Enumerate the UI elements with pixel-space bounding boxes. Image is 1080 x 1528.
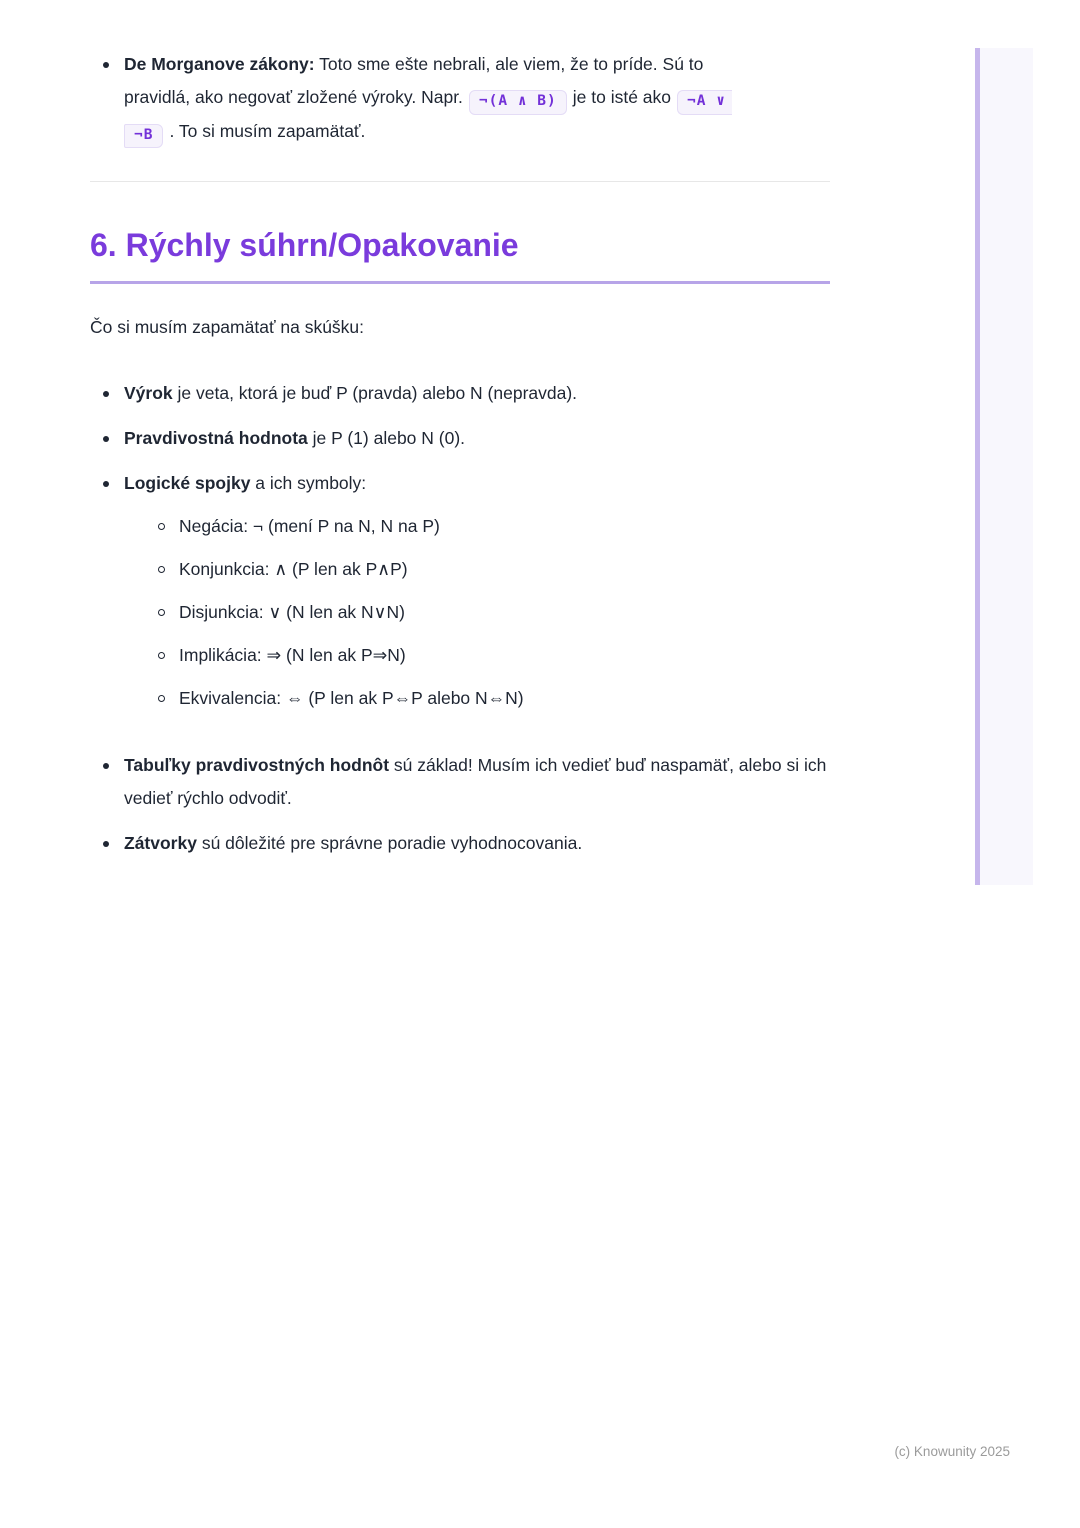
circle-bullet-icon (158, 652, 165, 659)
list-item-tabulky (90, 749, 830, 815)
section-heading: 6. Rýchly súhrn/Opakovanie (90, 226, 830, 284)
item-bold: Tabuľky pravdivostných hodnôt (124, 755, 390, 775)
circle-bullet-icon (158, 523, 165, 530)
list-item-vyrok (90, 377, 830, 410)
sub-item-implikacia (124, 639, 830, 671)
page-margin-strip (975, 48, 1033, 885)
item-text: sú základ! Musím ich vedieť buď naspamäť, alebo si ich vedieť rýchlo odvodiť. (124, 755, 827, 808)
sub-item-text: Ekvivalencia: ⇔ (P len ak P⇔P alebo N⇔N) (179, 688, 524, 708)
bullet-icon (103, 481, 109, 487)
summary-list (90, 377, 830, 860)
item-bold: Zátvorky (124, 833, 197, 853)
code-chip-lhs: ¬(A ∧ B) (469, 90, 567, 115)
bullet-icon (103, 841, 109, 847)
de-morgan-line-1 (124, 48, 830, 81)
code-chip-rhs-part2: ¬B (124, 124, 163, 149)
list-item-de-morgan (90, 48, 830, 148)
de-morgan-line-3 (124, 115, 830, 149)
list-item-pravdivostna-hodnota (90, 422, 830, 455)
circle-bullet-icon (158, 695, 165, 702)
de-morgan-text-2: pravidlá, ako negovať zložené výroky. Napr. (124, 87, 463, 107)
sub-item-text: Negácia: ¬ (mení P na N, N na P) (179, 516, 440, 536)
content-column (90, 0, 830, 872)
bullet-icon (103, 62, 109, 68)
sub-item-konjunkcia (124, 553, 830, 585)
sub-item-text: Implikácia: ⇒ (N len ak P⇒N) (179, 645, 406, 665)
section-divider (90, 181, 830, 182)
item-text: sú dôležité pre správne poradie vyhodnocovania. (196, 833, 583, 853)
de-morgan-line-2 (124, 81, 830, 115)
de-morgan-text-4: . To si musím zapamätať. (169, 120, 366, 141)
circle-bullet-icon (158, 609, 165, 616)
de-morgan-text-1: Toto sme ešte nebrali, ale viem, že to príde. Sú to (314, 54, 704, 74)
list-item-zatvorky (90, 827, 830, 860)
bullet-icon (103, 436, 109, 442)
item-text: je veta, ktorá je buď P (pravda) alebo N (nepravda). (172, 383, 578, 403)
de-morgan-lead: De Morganove zákony: (124, 54, 315, 74)
bullet-icon (103, 763, 109, 769)
sub-item-text: Konjunkcia: ∧ (P len ak P∧P) (179, 559, 408, 579)
sub-item-ekvivalencia (124, 682, 830, 714)
section-intro: Čo si musím zapamätať na skúšku: (90, 317, 365, 337)
code-chip-rhs-part1: ¬A ∨ (677, 90, 732, 115)
bullet-icon (103, 391, 109, 397)
item-text: je P (1) alebo N (0). (307, 428, 466, 448)
item-text: a ich symboly: (250, 473, 367, 493)
sub-item-text: Disjunkcia: ∨ (N len ak N∨N) (179, 602, 405, 622)
de-morgan-paragraph (124, 48, 830, 148)
list-item-logicke-spojky (90, 467, 830, 725)
connectives-sublist (124, 510, 830, 714)
item-bold: Výrok (124, 383, 173, 403)
circle-bullet-icon (158, 566, 165, 573)
de-morgan-text-3: je to isté ako (572, 87, 672, 107)
item-bold: Logické spojky (124, 473, 251, 493)
copyright-notice: (c) Knowunity 2025 (894, 1444, 1010, 1459)
sub-item-disjunkcia (124, 596, 830, 628)
sub-item-negacia (124, 510, 830, 542)
item-bold: Pravdivostná hodnota (124, 428, 308, 448)
